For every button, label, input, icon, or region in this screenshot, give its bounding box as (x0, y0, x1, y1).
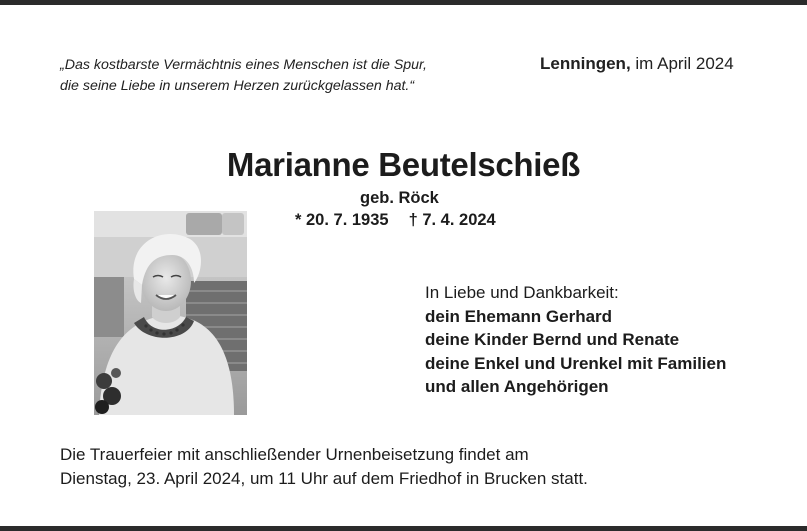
mourner-line: und allen Angehörigen (425, 377, 609, 396)
quote-line-1: „Das kostbarste Vermächtnis eines Menschen ist die Spur, (60, 57, 427, 73)
mourners-intro: In Liebe und Dankbarkeit: (425, 283, 619, 302)
funeral-announcement (60, 443, 588, 490)
funeral-line-1: Die Trauerfeier mit anschließender Urnenbeisetzung findet am (60, 445, 529, 464)
portrait-photo-icon (94, 211, 247, 415)
place-and-date (540, 54, 734, 74)
memorial-quote (60, 55, 427, 97)
date-text: im April 2024 (635, 54, 734, 73)
life-dates (295, 211, 496, 230)
death-date: † 7. 4. 2024 (408, 211, 496, 229)
mourner-line: deine Enkel und Urenkel mit Familien (425, 353, 727, 373)
quote-line-2: die seine Liebe in unserem Herzen zurückgelassen hat.“ (60, 78, 415, 94)
deceased-name: Marianne Beutelschieß (226, 146, 581, 183)
funeral-line-2: Dienstag, 23. April 2024, um 11 Uhr auf dem Friedhof in Brucken statt. (60, 468, 588, 488)
mourner-line: dein Ehemann Gerhard (425, 306, 613, 326)
birth-date: * 20. 7. 1935 (295, 211, 389, 229)
maiden-name: geb. Röck (360, 189, 439, 207)
place: Lenningen, (540, 54, 631, 73)
mourner-line: deine Kinder Bernd und Renate (425, 330, 680, 349)
mourners-list (425, 281, 726, 399)
